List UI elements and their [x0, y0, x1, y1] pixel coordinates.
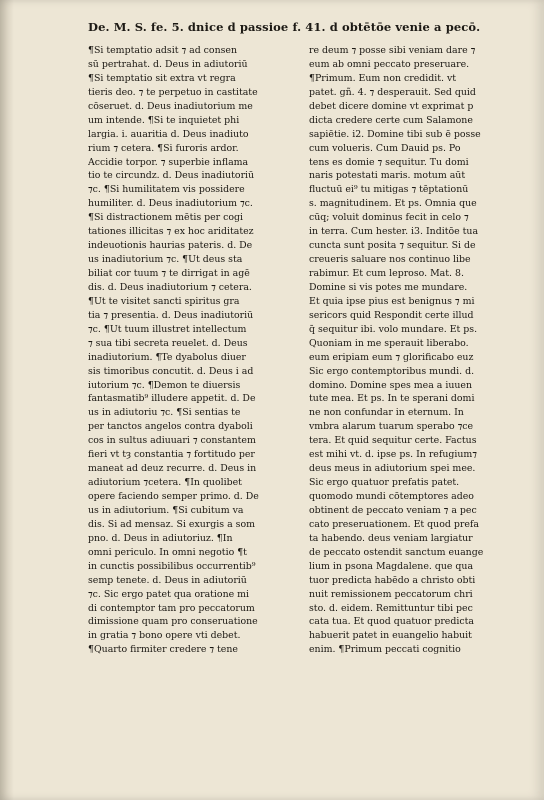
left-text-column: [88, 44, 293, 657]
text-line: patet. gñ. 4. ⁊ desperauit. Sed quid: [309, 86, 476, 98]
text-line: deus meus in adiutorium spei mee.: [309, 463, 476, 475]
text-line: tens es domie ⁊ sequitur. Tu domi: [309, 156, 469, 168]
text-line: humiliter. d. Deus inadiutorium ⁊c.: [88, 198, 253, 210]
text-line: tia ⁊ presentia. d. Deus inadiutoriū: [88, 309, 254, 321]
text-line: cum volueris. Cum Dauid ps. Po: [309, 142, 461, 154]
text-line: us in adiutorium. ¶Si cubitum va: [88, 504, 244, 516]
text-line: domino. Domine spes mea a iuuen: [309, 379, 473, 391]
text-line: Accidie torpor. ⁊ superbie inflama: [88, 156, 249, 168]
text-line: um intende. ¶Si te inquietet phi: [88, 114, 240, 126]
text-line: ⁊ sua tibi secreta reuelet. d. Deus: [88, 337, 248, 349]
text-line: cōseruet. d. Deus inadiutorium me: [88, 100, 253, 112]
text-line: rabimur. Et cum leproso. Mat. 8.: [309, 268, 464, 279]
text-line: ⁊c. ¶Si humilitatem vis possidere: [88, 184, 245, 196]
text-line: cato preseruationem. Et quod prefa: [309, 518, 479, 530]
text-line: creueris saluare nos continuo libe: [309, 254, 471, 266]
text-line: cata tua. Et quod quatuor predicta: [309, 616, 474, 628]
text-line: in terra. Cum hester. i3. Inditōe tua: [309, 226, 479, 238]
text-line: q̄ sequitur ibi. volo mundare. Et ps.: [309, 323, 478, 335]
text-line: obtinent de peccato veniam ⁊ a pec: [309, 504, 477, 516]
text-line: di contemptor tam pro peccatorum: [88, 602, 255, 614]
text-line: dimissione quam pro conseruatione: [88, 616, 258, 628]
text-line: habuerit patet in euangelio habuit: [309, 630, 472, 642]
text-line: cuncta sunt posita ⁊ sequitur. Si de: [309, 240, 476, 252]
text-line: largia. i. auaritia d. Deus inadiuto: [88, 128, 249, 140]
text-line: sū pertrahat. d. Deus in adiutoriū: [88, 58, 248, 70]
text-line: s. magnitudinem. Et ps. Omnia que: [309, 198, 477, 210]
text-line: dicta credere certe cum Salamone: [309, 114, 473, 126]
text-line: sericors quid Respondit certe illud: [309, 309, 474, 321]
text-line: Sic ergo quatuor prefatis patet.: [309, 477, 460, 489]
text-line: ¶Si temptatio sit extra vt regra: [88, 72, 236, 84]
text-line: omni periculo. In omni negotio ¶t: [88, 546, 247, 558]
right-text-column: [309, 44, 515, 657]
text-line: fluctuū ei⁹ tu mitigas ⁊ tēptationū: [309, 184, 469, 196]
text-line: tera. Et quid sequitur certe. Factus: [309, 435, 477, 447]
running-header: De. M. S. fe. 5. dnice d passioe f. 41. d obtētōe venie a pecō.: [88, 20, 481, 34]
text-line: ne non confundar in eternum. In: [309, 407, 464, 419]
text-line: pno. d. Deus in adiutoriuz. ¶In: [88, 532, 233, 544]
text-line: eum eripiam eum ⁊ glorificabo euz: [309, 351, 474, 363]
text-line: ¶Primum. Eum non credidit. vt: [309, 72, 457, 84]
text-line: quomodo mundi cōtemptores adeo: [309, 491, 474, 502]
text-line: enim. ¶Primum peccati cognitio: [309, 644, 461, 656]
text-line: nuit remissionem peccatorum chri: [309, 588, 473, 600]
text-line: eum ab omni peccato preseruare.: [309, 58, 470, 70]
text-line: sapiētie. i2. Domine tibi sub ē posse: [309, 128, 481, 140]
text-line: lium in psona Magdalene. que qua: [309, 560, 474, 572]
text-line: inadiutorium. ¶Te dyabolus diuer: [88, 351, 246, 363]
text-line: ⁊c. ¶Ut tuum illustret intellectum: [88, 323, 247, 335]
text-line: ¶Si distractionem mētis per cogi: [88, 212, 244, 224]
text-line: adiutorium ⁊cetera. ¶In quolibet: [88, 477, 242, 489]
text-line: per tanctos angelos contra dyaboli: [88, 421, 253, 433]
text-line: naris potestati maris. motum aūt: [309, 170, 466, 182]
text-line: iutorium ⁊c. ¶Demon te diuersis: [88, 379, 241, 391]
text-line: us inadiutorium ⁊c. ¶Ut deus sta: [88, 254, 243, 266]
text-line: Sic ergo contemptoribus mundi. d.: [309, 365, 475, 377]
text-line: in cunctis possibilibus occurrentib⁹: [88, 560, 256, 572]
text-line: tationes illicitas ⁊ ex hoc ariditatez: [88, 226, 254, 238]
text-line: us in adiutoriu ⁊c. ¶Si sentias te: [88, 407, 241, 419]
text-line: vmbra alarum tuarum sperabo ⁊ce: [309, 421, 474, 433]
text-line: opere faciendo semper primo. d. De: [88, 491, 259, 502]
text-line: semp tenete. d. Deus in adiutoriū: [88, 574, 247, 586]
text-line: dis. Si ad mensaz. Si exurgis a som: [88, 518, 255, 530]
text-line: de peccato ostendit sanctum euange: [309, 546, 484, 558]
text-line: ⁊c. Sic ergo patet qua oratione mi: [88, 588, 250, 600]
text-line: ta habendo. deus veniam largiatur: [309, 532, 473, 544]
text-line: fantasmatib⁹ illudere appetit. d. De: [88, 393, 256, 405]
text-line: re deum ⁊ posse sibi veniam dare ⁊: [309, 45, 476, 56]
text-line: sto. d. eidem. Remittuntur tibi pec: [309, 602, 473, 614]
text-line: tuor predicta habēdo a christo obti: [309, 574, 476, 586]
text-line: cos in sultus adiuuari ⁊ constantem: [88, 435, 256, 447]
text-line: biliat cor tuum ⁊ te dirrigat in agē: [88, 268, 250, 279]
text-line: tio te circundz. d. Deus inadiutoriū: [88, 170, 255, 182]
text-line: dis. d. Deus inadiutorium ⁊ cetera.: [88, 281, 252, 293]
text-line: ¶Si temptatio adsit ⁊ ad consen: [88, 45, 238, 56]
text-line: ¶Quarto firmiter credere ⁊ tene: [88, 644, 238, 656]
text-line: fieri vt tȝ constantia ⁊ fortitudo per: [88, 449, 255, 461]
text-line: Quoniam in me sperauit liberabo.: [309, 337, 469, 349]
page-gutter-shadow: [0, 0, 14, 800]
text-line: in gratia ⁊ bono opere vti debet.: [88, 630, 241, 642]
text-line: tieris deo. ⁊ te perpetuo in castitate: [88, 86, 258, 98]
text-line: est mihi vt. d. ipse ps. In refugium⁊: [309, 449, 477, 461]
text-line: cūq; voluit dominus fecit in celo ⁊: [309, 212, 469, 224]
text-line: sis timoribus concutit. d. Deus i ad: [88, 365, 254, 377]
text-line: ¶Ut te visitet sancti spiritus gra: [88, 295, 240, 307]
text-line: maneat ad deuz recurre. d. Deus in: [88, 463, 257, 475]
text-line: tute mea. Et ps. In te sperani domi: [309, 393, 475, 405]
text-line: Et quia ipse pius est benignus ⁊ mi: [309, 295, 475, 307]
text-line: rium ⁊ cetera. ¶Si furoris ardor.: [88, 142, 239, 154]
text-line: indeuotionis haurias pateris. d. De: [88, 240, 253, 252]
text-line: Domine si vis potes me mundare.: [309, 281, 468, 293]
text-line: debet dicere domine vt exprimat p: [309, 100, 474, 112]
